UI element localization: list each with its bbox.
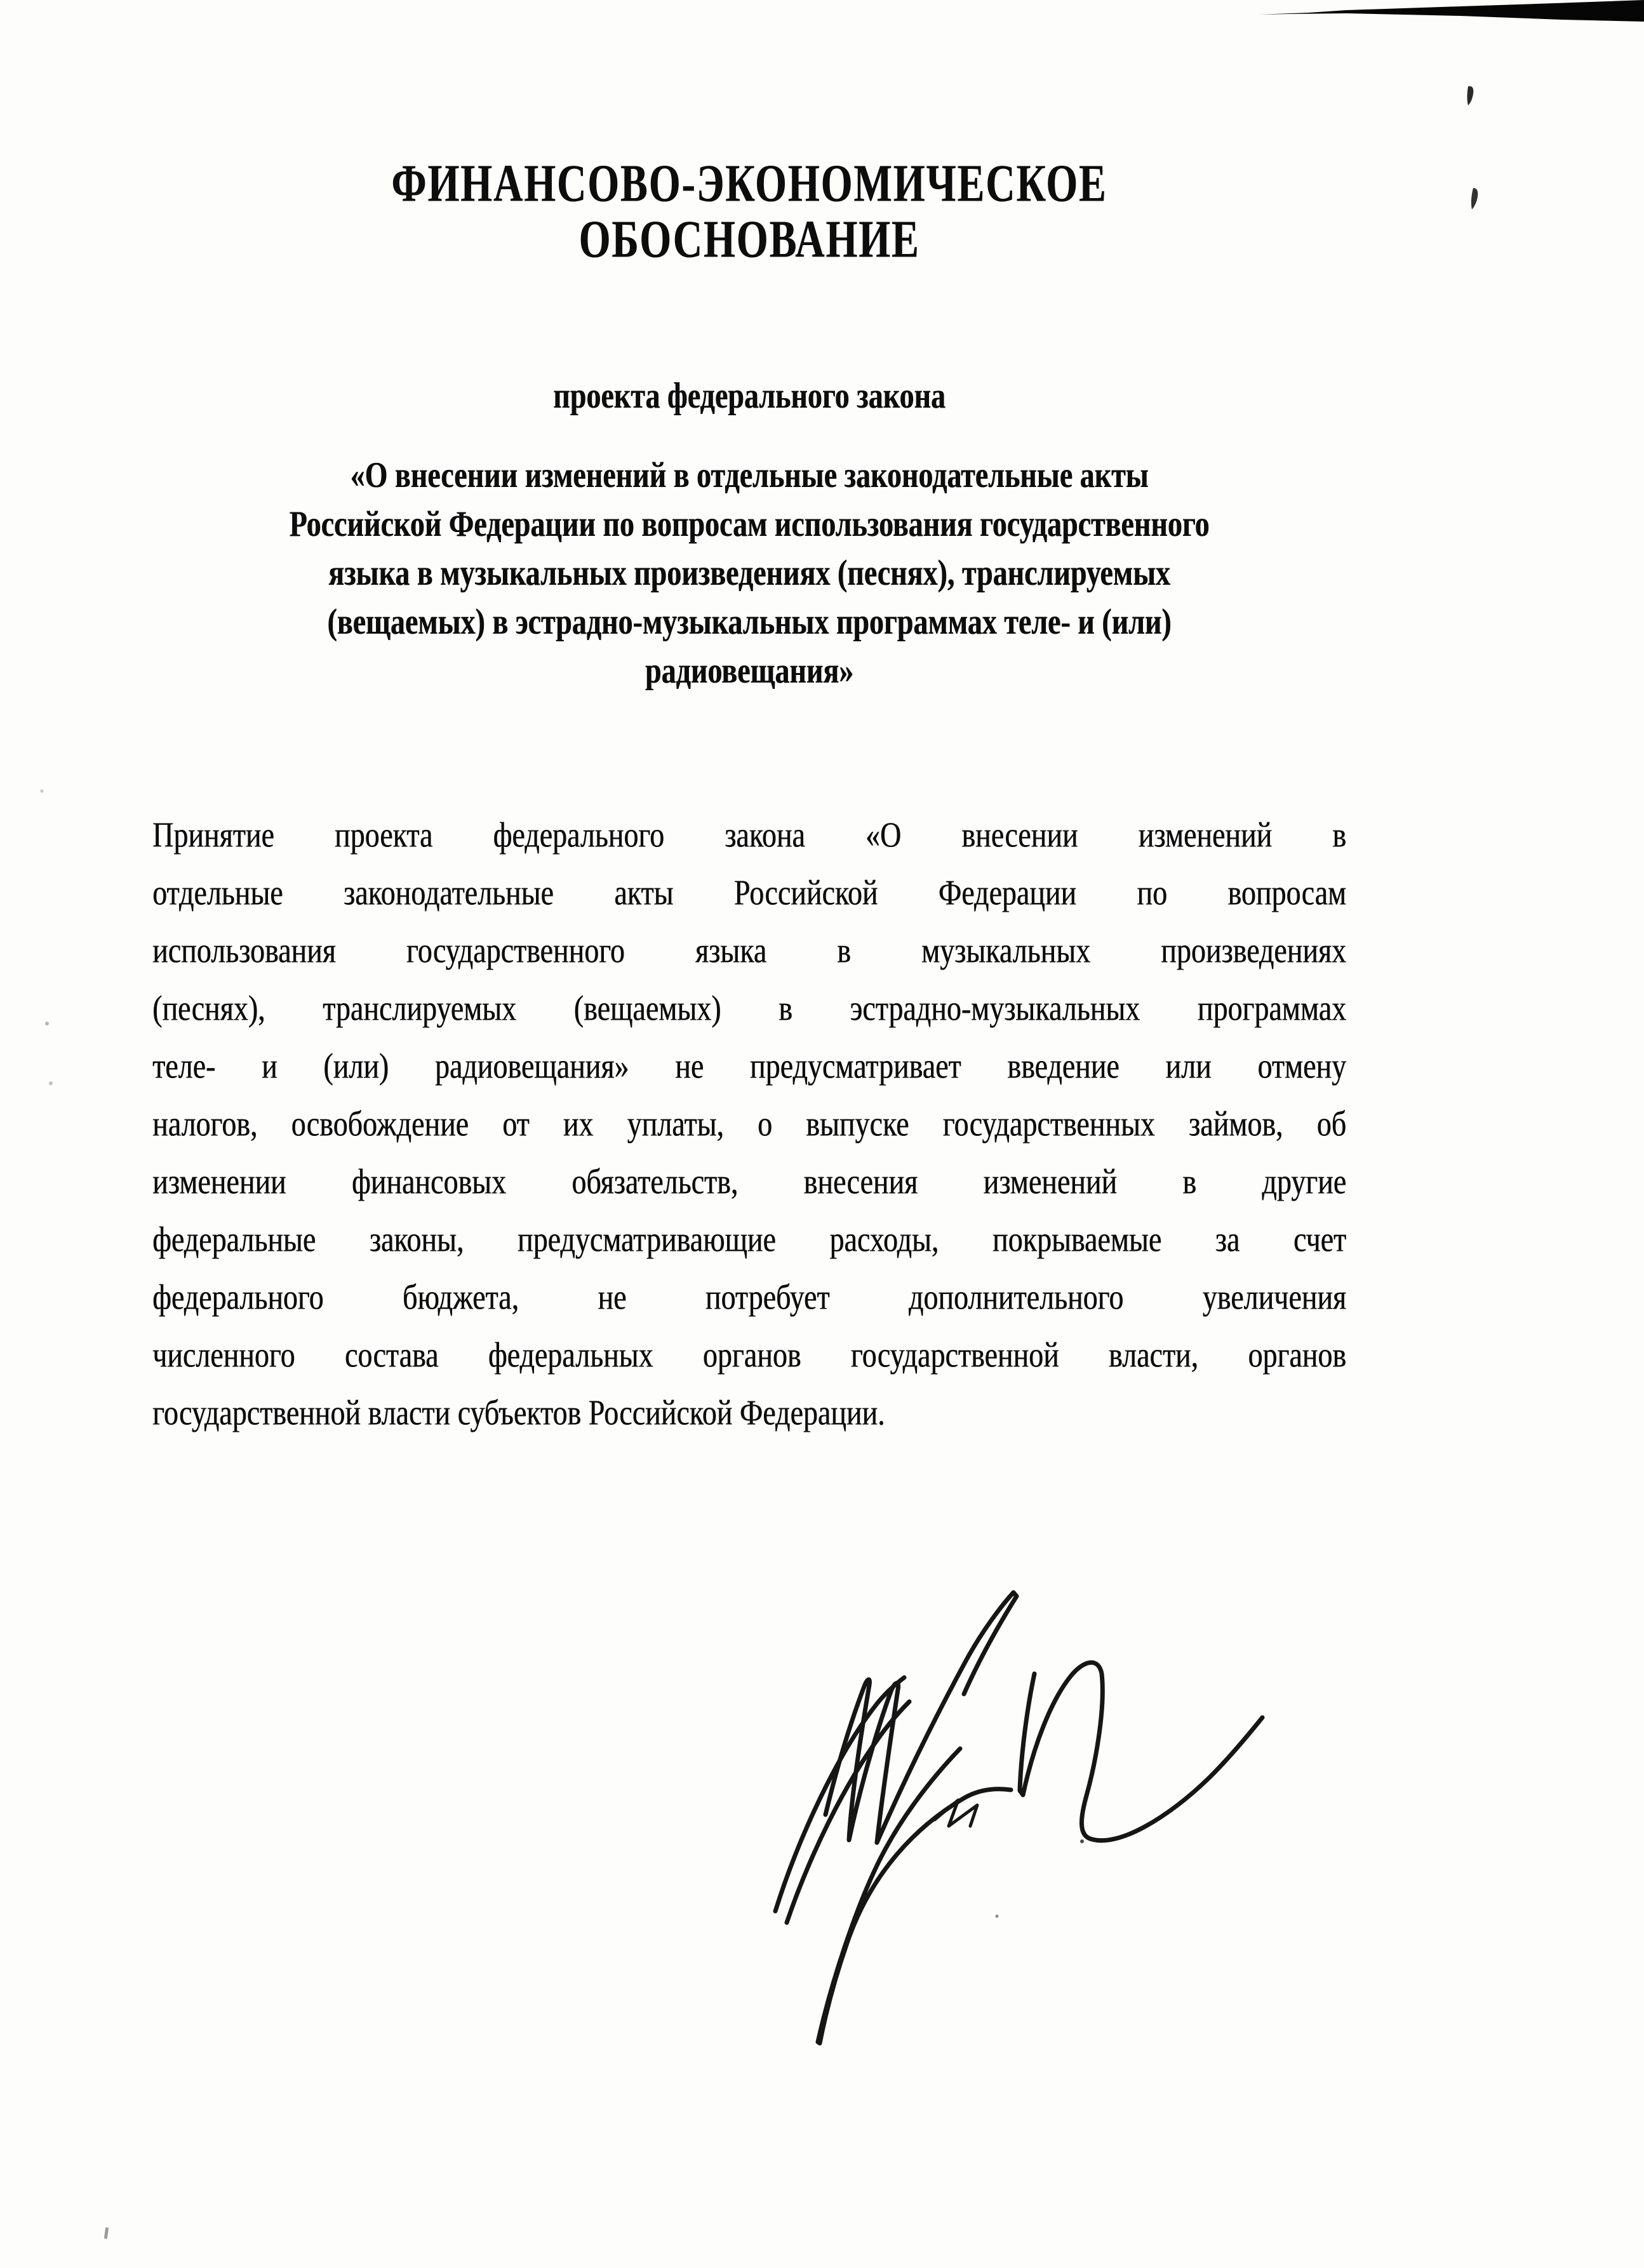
document-subtitle: проекта федерального закона [553, 375, 946, 416]
law-title-line: языка в музыкальных произведениях (песнях), транслируемых [328, 552, 1170, 593]
paper-speck [104, 2227, 109, 2239]
scan-edge-artifact [1259, 0, 1644, 22]
body-paragraph-line: отдельные законодательные акты Российской Федерации по вопросам [152, 872, 1346, 912]
signature-stroke [877, 1592, 1017, 1843]
paper-speck [49, 1081, 53, 1085]
document-content [152, 156, 1346, 1441]
document-title-line: ОБОСНОВАНИЕ [578, 210, 920, 269]
law-title-line: Российской Федерации по вопросам использования государственного [289, 503, 1210, 544]
body-paragraph-line: использования государственного языка в музыкальных произведениях [152, 930, 1346, 970]
handwritten-signature [724, 1543, 1295, 2064]
law-title-line: радиовещания» [645, 650, 854, 691]
law-title-block [152, 450, 1346, 695]
signature-stroke [1020, 1662, 1262, 1840]
ink-speck [1467, 86, 1474, 105]
ink-speck [1471, 188, 1478, 210]
law-title-line: (вещаемых) в эстрадно-музыкальных программах теле- и (или) [327, 601, 1172, 642]
body-paragraph [152, 806, 1346, 1441]
signature-stroke [818, 1749, 1011, 2043]
body-paragraph-line: федерального бюджета, не потребует дополнительного увеличения [152, 1277, 1346, 1317]
body-paragraph-line: численного состава федеральных органов государственной власти, органов [152, 1335, 1346, 1375]
body-paragraph-line: изменении финансовых обязательств, внесения изменений в другие [152, 1161, 1346, 1201]
body-paragraph-line: Принятие проекта федерального закона «О внесении изменений в [152, 815, 1346, 855]
paper-speck [45, 1022, 49, 1025]
body-paragraph-line: налогов, освобождение от их уплаты, о выпуске государственных займов, об [152, 1104, 1346, 1144]
signature-stroke [935, 1800, 977, 1826]
document-title-line: ФИНАНСОВО-ЭКОНОМИЧЕСКОЕ [391, 154, 1107, 213]
paper-speck [41, 790, 44, 793]
body-paragraph-line: (песнях), транслируемых (вещаемых) в эстрадно-музыкальных программах [152, 988, 1346, 1028]
body-paragraph-line: федеральные законы, предусматривающие расходы, покрываемые за счет [152, 1219, 1346, 1259]
body-paragraph-line: теле- и (или) радиовещания» не предусматривает введение или отмену [152, 1046, 1346, 1086]
law-title-line: «О внесении изменений в отдельные законодательные акты [350, 454, 1149, 495]
body-paragraph-line: государственной власти субъектов Российской Федерации. [152, 1392, 885, 1432]
document-title [152, 156, 1346, 267]
